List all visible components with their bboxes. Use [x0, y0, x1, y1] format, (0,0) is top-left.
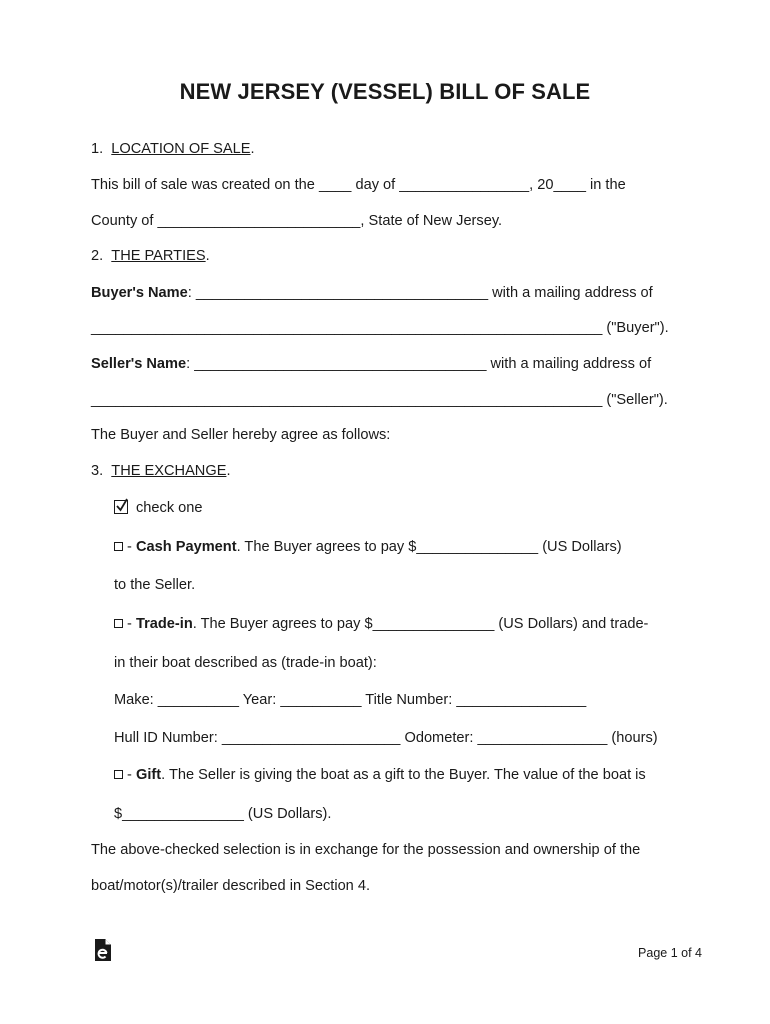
- cash-payment-checkbox[interactable]: [114, 542, 123, 551]
- seller-name-label: Seller's Name: [91, 356, 187, 372]
- seller-name-field[interactable]: : ____________________________________ with a mailing address of: [186, 356, 652, 372]
- checkbox-checked-icon: [114, 500, 128, 514]
- section-number: 1.: [91, 141, 104, 157]
- buyer-name-field[interactable]: : ____________________________________ with a mailing address of: [187, 285, 653, 301]
- county-line: County of _________________________, State of New Jersey.: [91, 213, 503, 229]
- sale-date-line: This bill of sale was created on the ____ day of ________________, 20____ in the: [91, 177, 626, 193]
- section-title: THE EXCHANGE: [111, 463, 227, 479]
- check-one-label: check one: [136, 500, 203, 516]
- cash-payment-line2: to the Seller.: [114, 577, 196, 593]
- section-2-heading: [91, 247, 210, 265]
- section-number: 2.: [91, 248, 104, 264]
- buyer-address-line[interactable]: _______________________________________________________________ ("Buyer").: [91, 320, 669, 336]
- trade-in-text: . The Buyer agrees to pay $_______________ (US Dollars) and trade-: [192, 616, 649, 632]
- dash: -: [123, 539, 136, 555]
- gift-option: [114, 766, 646, 784]
- trade-in-label: Trade-in: [135, 616, 193, 632]
- cash-payment-text: . The Buyer agrees to pay $_______________ (US Dollars): [236, 539, 622, 555]
- period: .: [250, 141, 255, 157]
- gift-checkbox[interactable]: [114, 770, 123, 779]
- section-1-heading: [91, 140, 255, 158]
- cash-payment-option: [114, 538, 622, 556]
- make-year-title-line[interactable]: Make: __________ Year: __________ Title Number: ________________: [114, 692, 587, 708]
- exchange-statement-2: boat/motor(s)/trailer described in Section 4.: [91, 878, 371, 894]
- section-number: 3.: [91, 463, 104, 479]
- period: .: [226, 463, 231, 479]
- section-title: LOCATION OF SALE: [111, 141, 251, 157]
- trade-in-line2: in their boat described as (trade-in boat):: [114, 655, 377, 671]
- buyer-name-line: [91, 284, 653, 302]
- dash: -: [123, 767, 136, 783]
- check-one-line: [114, 499, 203, 517]
- gift-text: . The Seller is giving the boat as a gift to the Buyer. The value of the boat is: [161, 767, 646, 783]
- gift-line2[interactable]: $_______________ (US Dollars).: [114, 806, 332, 822]
- buyer-name-label: Buyer's Name: [91, 285, 188, 301]
- exchange-statement-1: The above-checked selection is in exchange for the possession and ownership of the: [91, 842, 641, 858]
- agreement-text: The Buyer and Seller hereby agree as follows:: [91, 427, 391, 443]
- trade-in-checkbox[interactable]: [114, 619, 123, 628]
- section-3-heading: [91, 462, 231, 480]
- section-title: THE PARTIES: [111, 248, 206, 264]
- page-number: Page 1 of 4: [638, 946, 702, 960]
- period: .: [205, 248, 210, 264]
- seller-address-line[interactable]: _______________________________________________________________ ("Seller").: [91, 392, 668, 408]
- dash: -: [123, 616, 136, 632]
- hull-odometer-line[interactable]: Hull ID Number: ______________________ Odometer: ________________ (hours): [114, 730, 658, 746]
- gift-label: Gift: [135, 767, 162, 783]
- eforms-logo-icon: [94, 938, 112, 962]
- trade-in-option: [114, 615, 648, 633]
- cash-payment-label: Cash Payment: [135, 539, 237, 555]
- seller-name-line: [91, 355, 651, 373]
- document-title: NEW JERSEY (VESSEL) BILL OF SALE: [179, 79, 591, 104]
